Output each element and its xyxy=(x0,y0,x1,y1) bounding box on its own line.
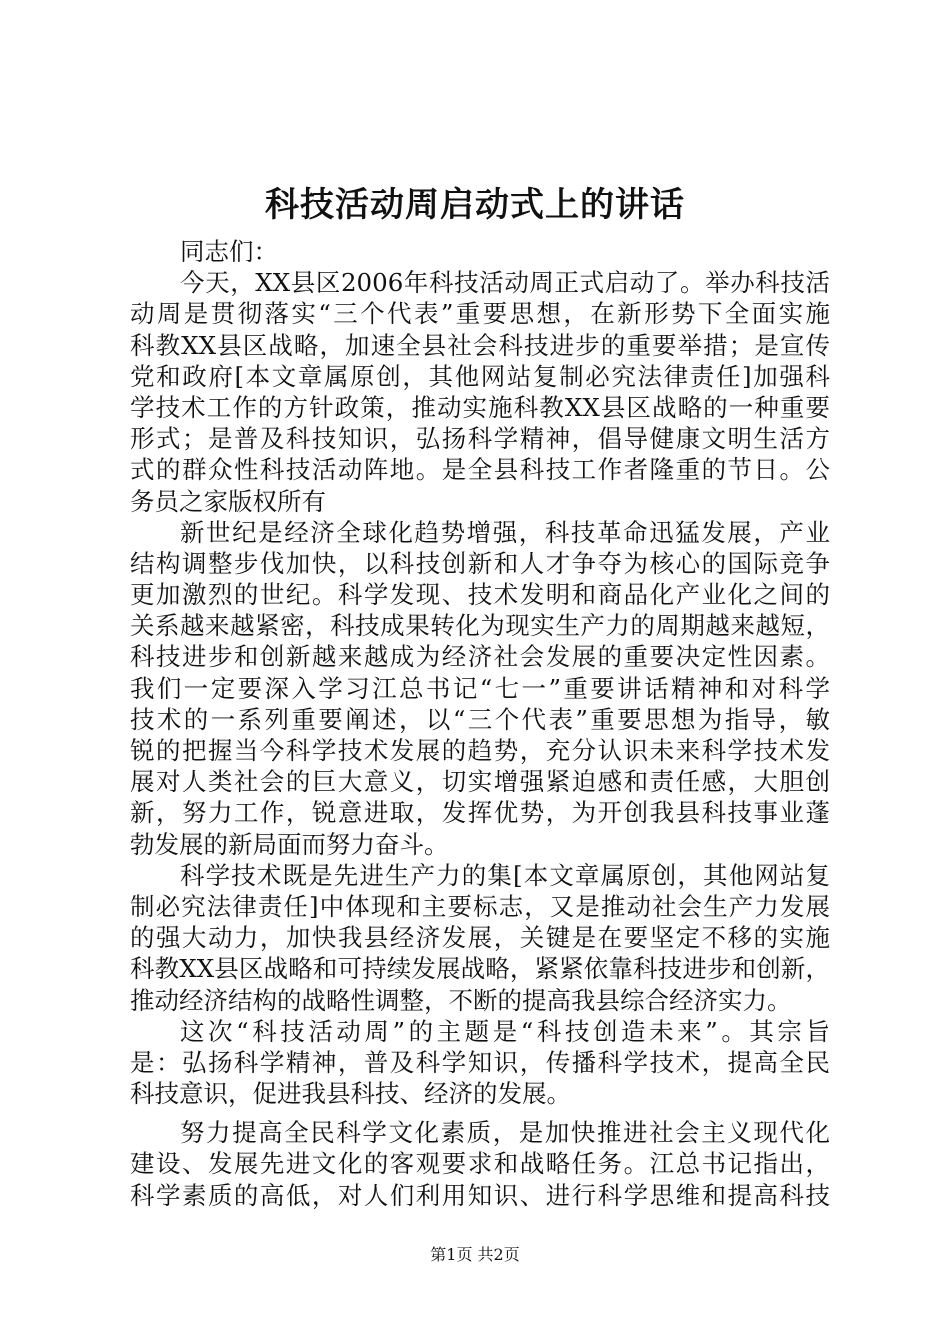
body-line: 展对人类社会的巨大意义，切实增强紧迫感和责任感，大胆创 xyxy=(130,767,830,797)
body-line: 式的群众性科技活动阵地。是全县科技工作者隆重的节日。公 xyxy=(130,455,830,485)
body-line: 我们一定要深入学习江总书记“七一”重要讲话精神和对科学 xyxy=(130,673,830,703)
body-line: 锐的把握当今科学技术发展的趋势，充分认识未来科学技术发 xyxy=(130,736,830,765)
body-line: 科学素质的高低，对人们利用知识、进行科学思维和提高科技 xyxy=(130,1180,830,1210)
document-body xyxy=(130,236,830,1211)
body-line: 这次“科技活动周”的主题是“科技创造未来”。其宗旨 xyxy=(180,1016,830,1046)
body-line: 科教XX县区战略，加速全县社会科技进步的重要举措；是宣传 xyxy=(130,330,830,360)
paragraph-gap xyxy=(130,1109,830,1117)
document-title: 科技活动周启动式上的讲话 xyxy=(265,185,685,225)
body-line: 同志们： xyxy=(180,237,278,266)
body-line: 今天，XX县区2006年科技活动周正式启动了。举办科技活 xyxy=(180,268,830,298)
body-line: 是：弘扬科学精神，普及科学知识，传播科学技术，提高全民 xyxy=(130,1047,830,1077)
body-line: 更加激烈的世纪。科学发现、技术发明和商品化产业化之间的 xyxy=(130,580,830,610)
page-footer: 第1页 共2页 xyxy=(430,1245,520,1264)
body-line: 结构调整步伐加快，以科技创新和人才争夺为核心的国际竞争 xyxy=(130,548,830,578)
body-line: 新，努力工作，锐意进取，发挥优势，为开创我县科技事业蓬 xyxy=(130,798,830,828)
body-line: 党和政府[本文章属原创，其他网站复制必究法律责任]加强科 xyxy=(130,361,830,391)
body-line: 务员之家版权所有 xyxy=(130,486,326,516)
body-line: 科教XX县区战略和可持续发展战略，紧紧依靠科技进步和创新， xyxy=(130,954,830,984)
body-line: 努力提高全民科学文化素质，是加快推进社会主义现代化 xyxy=(180,1118,830,1148)
body-line: 新世纪是经济全球化趋势增强，科技革命迅猛发展，产业 xyxy=(180,517,830,547)
body-line: 制必究法律责任]中体现和主要标志，又是推动社会生产力发展 xyxy=(130,891,830,921)
body-line: 建设、发展先进文化的客观要求和战略任务。江总书记指出， xyxy=(130,1149,830,1179)
body-line: 学技术工作的方针政策，推动实施科教XX县区战略的一种重要 xyxy=(130,392,830,422)
body-line: 科学技术既是先进生产力的集[本文章属原创，其他网站复 xyxy=(180,860,830,890)
body-line: 的强大动力，加快我县经济发展，关键是在要坚定不移的实施 xyxy=(130,923,830,953)
body-line: 科技进步和创新越来越成为经济社会发展的重要决定性因素。 xyxy=(130,642,830,672)
body-line: 科技意识，促进我县科技、经济的发展。 xyxy=(130,1079,571,1109)
body-line: 关系越来越紧密，科技成果转化为现实生产力的周期越来越短， xyxy=(130,611,830,641)
body-line: 形式；是普及科技知识，弘扬科学精神，倡导健康文明生活方 xyxy=(130,424,830,454)
body-line: 技术的一系列重要阐述，以“三个代表”重要思想为指导，敏 xyxy=(130,704,830,734)
body-line: 推动经济结构的战略性调整，不断的提高我县综合经济实力。 xyxy=(130,985,792,1015)
body-line: 动周是贯彻落实“三个代表”重要思想，在新形势下全面实施 xyxy=(130,299,830,329)
body-line: 勃发展的新局面而努力奋斗。 xyxy=(130,829,449,859)
